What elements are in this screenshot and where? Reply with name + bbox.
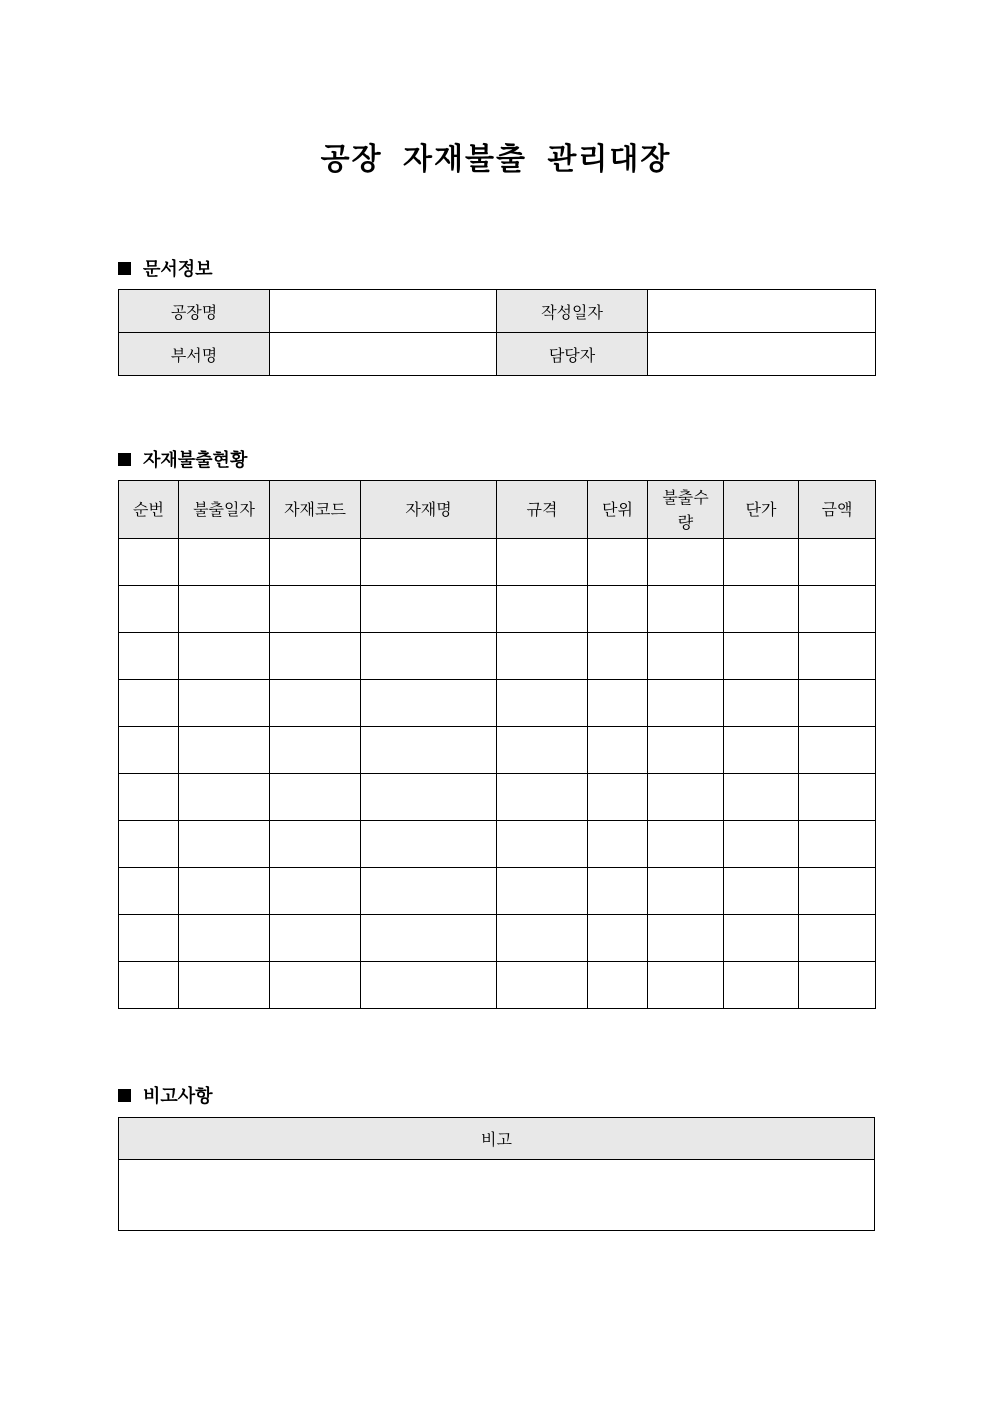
table-cell[interactable] bbox=[179, 539, 270, 586]
table-cell[interactable] bbox=[724, 680, 799, 727]
table-header-row bbox=[119, 481, 876, 539]
table-cell[interactable] bbox=[361, 633, 497, 680]
table-cell[interactable] bbox=[497, 915, 588, 962]
department-field[interactable] bbox=[270, 333, 497, 376]
table-cell[interactable] bbox=[648, 633, 724, 680]
remarks-header: 비고 bbox=[119, 1118, 875, 1160]
table-cell[interactable] bbox=[119, 821, 179, 868]
table-cell[interactable] bbox=[648, 727, 724, 774]
table-cell[interactable] bbox=[588, 915, 648, 962]
table-cell[interactable] bbox=[724, 868, 799, 915]
table-cell[interactable] bbox=[270, 915, 361, 962]
table-cell[interactable] bbox=[648, 774, 724, 821]
date-field[interactable] bbox=[648, 290, 876, 333]
table-cell[interactable] bbox=[799, 915, 876, 962]
section-heading-label: 문서정보 bbox=[143, 259, 213, 280]
table-cell[interactable] bbox=[724, 915, 799, 962]
table-cell[interactable] bbox=[119, 539, 179, 586]
table-cell[interactable] bbox=[179, 868, 270, 915]
table-cell[interactable] bbox=[648, 586, 724, 633]
table-cell[interactable] bbox=[119, 680, 179, 727]
department-label: 부서명 bbox=[119, 333, 270, 376]
table-cell[interactable] bbox=[179, 680, 270, 727]
column-header: 금액 bbox=[799, 481, 876, 539]
table-row bbox=[119, 586, 876, 633]
table-cell[interactable] bbox=[648, 680, 724, 727]
table-cell[interactable] bbox=[588, 586, 648, 633]
table-row bbox=[119, 727, 876, 774]
table-cell[interactable] bbox=[270, 962, 361, 1009]
table-cell[interactable] bbox=[179, 633, 270, 680]
manager-label: 담당자 bbox=[497, 333, 648, 376]
column-header: 단위 bbox=[588, 481, 648, 539]
table-cell[interactable] bbox=[119, 633, 179, 680]
table-cell[interactable] bbox=[119, 727, 179, 774]
section-heading-document-info bbox=[118, 255, 213, 281]
remarks-table bbox=[118, 1117, 875, 1231]
table-cell[interactable] bbox=[497, 868, 588, 915]
table-cell[interactable] bbox=[361, 774, 497, 821]
table-cell[interactable] bbox=[361, 915, 497, 962]
remarks-field[interactable] bbox=[119, 1160, 875, 1231]
table-cell[interactable] bbox=[724, 586, 799, 633]
table-cell[interactable] bbox=[799, 774, 876, 821]
column-header: 불출일자 bbox=[179, 481, 270, 539]
table-cell[interactable] bbox=[799, 727, 876, 774]
table-cell[interactable] bbox=[724, 962, 799, 1009]
table-cell[interactable] bbox=[648, 539, 724, 586]
table-cell[interactable] bbox=[361, 680, 497, 727]
table-cell[interactable] bbox=[724, 821, 799, 868]
table-cell[interactable] bbox=[179, 962, 270, 1009]
table-cell[interactable] bbox=[588, 727, 648, 774]
table-cell[interactable] bbox=[270, 821, 361, 868]
table-cell[interactable] bbox=[270, 633, 361, 680]
table-cell[interactable] bbox=[270, 727, 361, 774]
column-header: 규격 bbox=[497, 481, 588, 539]
table-cell[interactable] bbox=[799, 539, 876, 586]
table-cell[interactable] bbox=[648, 962, 724, 1009]
table-cell[interactable] bbox=[270, 539, 361, 586]
table-row bbox=[119, 539, 876, 586]
table-row bbox=[119, 915, 876, 962]
table-cell[interactable] bbox=[179, 915, 270, 962]
table-cell[interactable] bbox=[799, 633, 876, 680]
table-cell[interactable] bbox=[119, 774, 179, 821]
table-cell[interactable] bbox=[179, 821, 270, 868]
date-label: 작성일자 bbox=[497, 290, 648, 333]
square-bullet-icon bbox=[118, 453, 131, 466]
table-row bbox=[119, 774, 876, 821]
table-cell[interactable] bbox=[119, 868, 179, 915]
table-row bbox=[119, 633, 876, 680]
table-row bbox=[119, 1160, 875, 1231]
table-cell[interactable] bbox=[588, 680, 648, 727]
table-cell[interactable] bbox=[799, 962, 876, 1009]
table-row bbox=[119, 290, 876, 333]
table-cell[interactable] bbox=[270, 680, 361, 727]
table-cell[interactable] bbox=[361, 821, 497, 868]
table-cell[interactable] bbox=[497, 774, 588, 821]
table-cell[interactable] bbox=[588, 539, 648, 586]
section-heading-label: 자재불출현황 bbox=[143, 450, 248, 471]
table-cell[interactable] bbox=[799, 586, 876, 633]
table-row bbox=[119, 868, 876, 915]
table-cell[interactable] bbox=[361, 962, 497, 1009]
table-cell[interactable] bbox=[119, 915, 179, 962]
column-header: 불출수 량 bbox=[648, 481, 724, 539]
table-cell[interactable] bbox=[497, 539, 588, 586]
table-cell[interactable] bbox=[648, 868, 724, 915]
table-cell[interactable] bbox=[497, 586, 588, 633]
table-row bbox=[119, 821, 876, 868]
table-cell[interactable] bbox=[270, 586, 361, 633]
table-cell[interactable] bbox=[497, 633, 588, 680]
table-cell[interactable] bbox=[724, 539, 799, 586]
table-cell[interactable] bbox=[497, 680, 588, 727]
section-heading-material-status bbox=[118, 446, 247, 472]
table-cell[interactable] bbox=[648, 915, 724, 962]
page-title: 공장 자재불출 관리대장 bbox=[320, 142, 672, 177]
factory-name-label: 공장명 bbox=[119, 290, 270, 333]
section-heading-label: 비고사항 bbox=[143, 1086, 213, 1107]
table-cell[interactable] bbox=[270, 774, 361, 821]
table-cell[interactable] bbox=[724, 727, 799, 774]
material-status-table bbox=[118, 480, 876, 1009]
table-cell[interactable] bbox=[497, 962, 588, 1009]
table-cell[interactable] bbox=[799, 868, 876, 915]
table-cell[interactable] bbox=[179, 586, 270, 633]
column-header: 단가 bbox=[724, 481, 799, 539]
table-cell[interactable] bbox=[361, 586, 497, 633]
table-cell[interactable] bbox=[179, 727, 270, 774]
square-bullet-icon bbox=[118, 262, 131, 275]
table-row bbox=[119, 680, 876, 727]
table-cell[interactable] bbox=[119, 962, 179, 1009]
column-header: 순번 bbox=[119, 481, 179, 539]
table-cell[interactable] bbox=[588, 868, 648, 915]
table-cell[interactable] bbox=[119, 586, 179, 633]
table-row bbox=[119, 1118, 875, 1160]
table-cell[interactable] bbox=[179, 774, 270, 821]
section-heading-remarks bbox=[118, 1082, 213, 1108]
square-bullet-icon bbox=[118, 1089, 131, 1102]
table-row bbox=[119, 962, 876, 1009]
table-cell[interactable] bbox=[588, 821, 648, 868]
table-cell[interactable] bbox=[588, 633, 648, 680]
table-cell[interactable] bbox=[648, 821, 724, 868]
factory-name-field[interactable] bbox=[270, 290, 497, 333]
table-cell[interactable] bbox=[724, 633, 799, 680]
table-row bbox=[119, 333, 876, 376]
table-cell[interactable] bbox=[270, 868, 361, 915]
table-cell[interactable] bbox=[724, 774, 799, 821]
table-cell[interactable] bbox=[799, 821, 876, 868]
column-header: 자재코드 bbox=[270, 481, 361, 539]
column-header: 자재명 bbox=[361, 481, 497, 539]
table-cell[interactable] bbox=[588, 962, 648, 1009]
table-cell[interactable] bbox=[361, 539, 497, 586]
table-cell[interactable] bbox=[361, 727, 497, 774]
document-info-table bbox=[118, 289, 876, 376]
table-cell[interactable] bbox=[497, 821, 588, 868]
table-cell[interactable] bbox=[361, 868, 497, 915]
table-cell[interactable] bbox=[497, 727, 588, 774]
table-cell[interactable] bbox=[799, 680, 876, 727]
table-cell[interactable] bbox=[588, 774, 648, 821]
manager-field[interactable] bbox=[648, 333, 876, 376]
